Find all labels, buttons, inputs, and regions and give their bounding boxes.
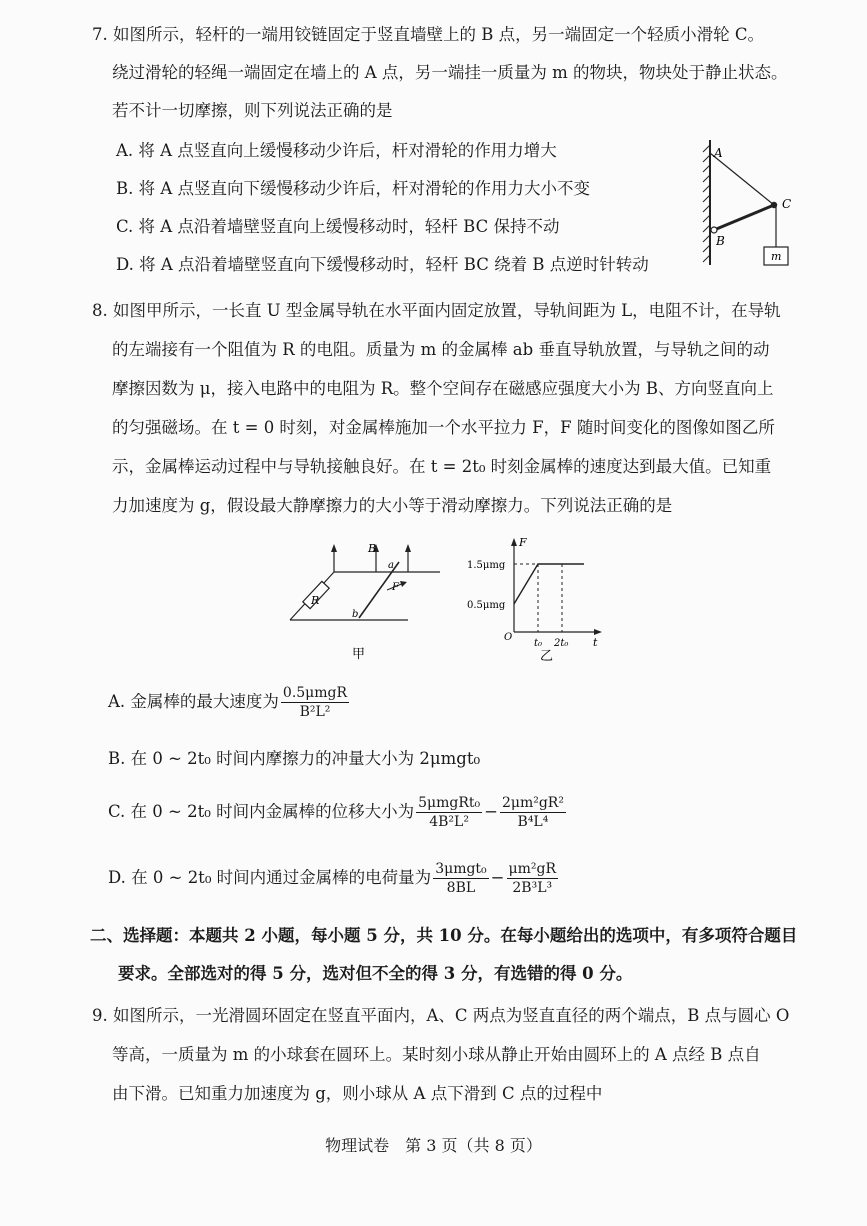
- q8-option-d-num-1: 3μmgt₀: [435, 861, 487, 877]
- q8-option-a-prefix: A. 金属棒的最大速度为: [108, 692, 279, 711]
- q8-yi-x-tick-2: 2t₀: [554, 638, 569, 649]
- q8-yi-y-tick-high: 1.5μmg: [467, 560, 506, 571]
- q8-jia-caption: 甲: [352, 647, 366, 662]
- q8-stem-line-6: 力加速度为 g，假设最大静摩擦力的大小等于滑动摩擦力。下列说法正确的是: [112, 496, 673, 515]
- q8-yi-y-tick-low: 0.5μmg: [467, 600, 506, 611]
- q8-option-c-den-2: B⁴L⁴: [517, 814, 549, 830]
- q8-stem-line-2: 的左端接有一个阻值为 R 的电阻。质量为 m 的金属棒 ab 垂直导轨放置，与导轨之间的动: [112, 340, 770, 359]
- q8-option-a-num: 0.5μmgR: [282, 685, 348, 701]
- q8-option-c-fraction-2: [500, 794, 566, 831]
- q8-option-a-den: B²L²: [299, 704, 331, 720]
- q8-option-c-den-1: 4B²L²: [429, 814, 469, 830]
- q8-option-d-den-1: 8BL: [446, 880, 476, 896]
- q7-label-m: m: [771, 250, 782, 263]
- q8-yi-x-tick-1: t₀: [534, 638, 543, 649]
- q8-yi-x-label: t: [593, 636, 598, 649]
- q8-stem-line-4: 的匀强磁场。在 t = 0 时刻，对金属棒施加一个水平拉力 F，F 随时间变化的图像如图乙所: [112, 418, 775, 437]
- q7-stem-line-2: 绕过滑轮的轻绳一端固定在墙上的 A 点，另一端挂一质量为 m 的物块，物块处于静止状态。: [112, 63, 788, 82]
- q8-option-a-fraction: [281, 684, 349, 721]
- q7-stem-line-3: 若不计一切摩擦，则下列说法正确的是: [112, 101, 393, 120]
- q8-option-d-fraction-1: [433, 860, 488, 897]
- section2-line-2: 要求。全部选对的得 5 分，选对但不全的得 3 分，有选错的得 0 分。: [118, 964, 633, 983]
- q8-option-b: B. 在 0 ~ 2t₀ 时间内摩擦力的冲量大小为 2μmgt₀: [108, 749, 481, 768]
- page-footer: 物理试卷 第 3 页（共 8 页）: [325, 1136, 542, 1155]
- q9-stem-line-2: 等高，一质量为 m 的小球套在圆环上。某时刻小球从静止开始由圆环上的 A 点经 B 点自: [112, 1045, 761, 1064]
- q8-jia-label-a: a: [388, 560, 394, 571]
- q8-option-d-minus: −: [490, 868, 505, 887]
- q8-stem-line-1: 8. 如图甲所示，一长直 U 型金属导轨在水平面内固定放置，导轨间距为 L，电阻不计，在导轨: [92, 301, 781, 320]
- q8-option-d-den-2: 2B³L³: [512, 880, 553, 896]
- q8-yi-y-label: F: [519, 536, 527, 549]
- q8-option-d: [108, 858, 560, 898]
- q8-stem-line-5: 示，金属棒运动过程中与导轨接触良好。在 t = 2t₀ 时刻金属棒的速度达到最大值。已知重: [112, 457, 772, 476]
- section2-line-1: 二、选择题：本题共 2 小题，每小题 5 分，共 10 分。在每小题给出的选项中，有多项符合题目: [90, 926, 798, 945]
- q8-figure-yi: [462, 534, 607, 665]
- q9-stem-line-3: 由下滑。已知重力加速度为 g，则小球从 A 点下滑到 C 点的过程中: [112, 1084, 603, 1103]
- q9-stem-line-1: 9. 如图所示，一光滑圆环固定在竖直平面内，A、C 两点为竖直直径的两个端点，B 点与圆心 O: [92, 1006, 790, 1025]
- q8-yi-caption: 乙: [540, 649, 554, 664]
- q8-option-c-num-2: 2μm²gR²: [501, 795, 564, 811]
- q8-option-c-fraction-1: [416, 794, 482, 831]
- q8-option-c-minus: −: [484, 802, 498, 821]
- q7-option-b: B. 将 A 点竖直向下缓慢移动少许后，杆对滑轮的作用力大小不变: [116, 179, 591, 198]
- q8-option-d-fraction-2: [507, 860, 559, 897]
- q8-stem-line-3: 摩擦因数为 μ，接入电路中的电阻为 R。整个空间存在磁感应强度大小为 B、方向竖直向上: [112, 379, 774, 398]
- q8-option-c-prefix: C. 在 0 ~ 2t₀ 时间内金属棒的位移大小为: [108, 802, 415, 821]
- q8-yi-origin: O: [504, 632, 513, 643]
- q8-jia-label-f: F: [392, 582, 399, 593]
- q8-option-c: [108, 792, 568, 832]
- q7-label-a: A: [714, 146, 723, 160]
- q8-jia-label-b-field: B: [368, 542, 377, 555]
- q8-option-d-num-2: μm²gR: [508, 861, 556, 877]
- q7-option-c: C. 将 A 点沿着墙壁竖直向上缓慢移动时，轻杆 BC 保持不动: [116, 217, 560, 236]
- q7-stem-line-1: 7. 如图所示，轻杆的一端用铰链固定于竖直墙壁上的 B 点，另一端固定一个轻质小滑轮 C。: [92, 25, 764, 44]
- q7-figure: [690, 135, 800, 280]
- q7-label-b: B: [716, 234, 725, 248]
- q8-option-c-num-1: 5μmgRt₀: [418, 795, 481, 811]
- q8-jia-label-b: b: [352, 609, 359, 620]
- q8-figure-jia: [284, 540, 444, 665]
- q8-option-d-prefix: D. 在 0 ~ 2t₀ 时间内通过金属棒的电荷量为: [108, 868, 432, 887]
- q7-label-c: C: [782, 197, 792, 211]
- q7-option-a: A. 将 A 点竖直向上缓慢移动少许后，杆对滑轮的作用力增大: [116, 141, 557, 160]
- q7-option-d: D. 将 A 点沿着墙壁竖直向下缓慢移动时，轻杆 BC 绕着 B 点逆时针转动: [116, 255, 649, 274]
- q8-option-a: [108, 682, 351, 722]
- q8-jia-label-r: R: [311, 594, 320, 607]
